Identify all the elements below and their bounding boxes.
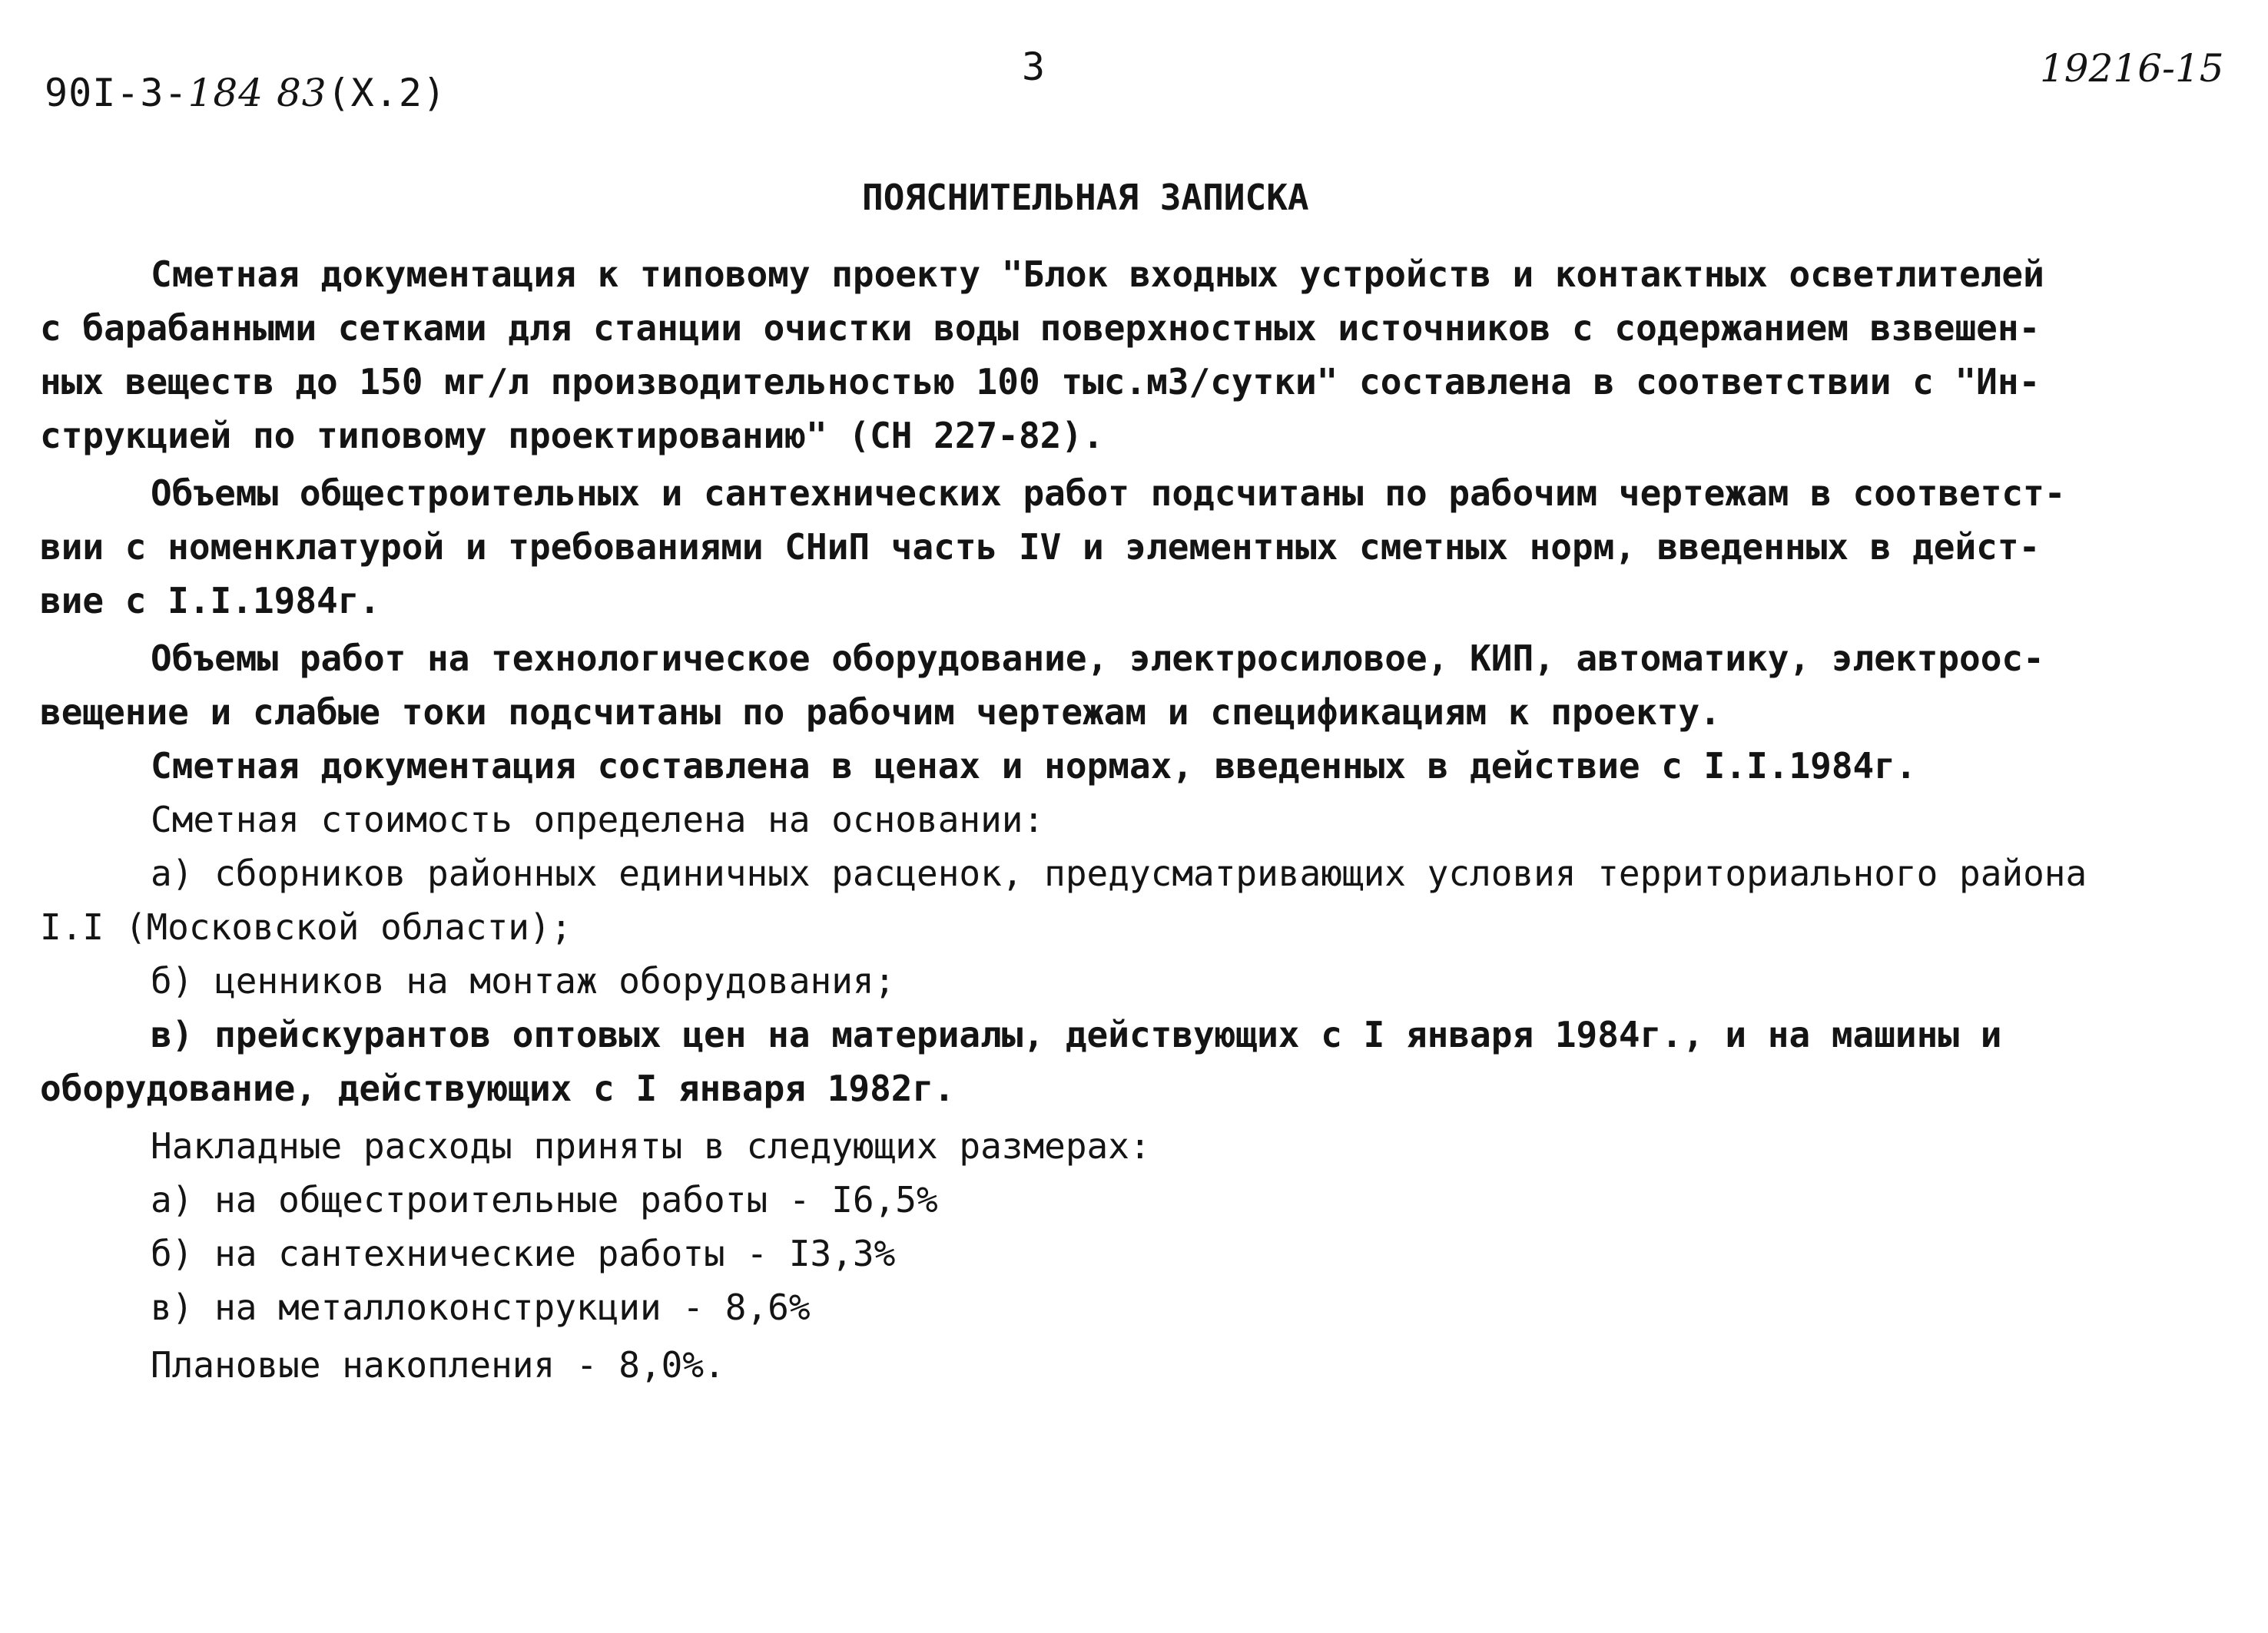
document-code-handwritten: 184 83 [187,71,327,115]
text-line: Сметная документация к типовому проекту "Блок входных устройств и контактных осветлителей [151,253,2044,295]
text-line: с барабанными сетками для станции очистки воды поверхностных источников с содержанием взвешен- [40,307,2041,349]
text-line: вии с номенклатурой и требованиями СНиП часть IV и элементных сметных норм, введенных в дейст- [40,526,2041,568]
text-line: Объемы общестроительных и сантехнических работ подсчитаны по рабочим чертежам в соответст- [151,472,2066,514]
text-line: ных веществ до 150 мг/л производительностью 100 тыс.м3/сутки" составлена в соответствии с "Ин- [40,361,2041,402]
text-line: вие с I.I.1984г. [40,580,381,621]
text-line: Сметная стоимость определена на основании: [151,799,1045,840]
page-title: ПОЯСНИТЕЛЬНАЯ ЗАПИСКА [862,177,1309,218]
text-line: Плановые накопления - 8,0%. [151,1344,725,1386]
text-line: оборудование, действующих с I января 1982г. [40,1068,955,1109]
text-line: а) сборников районных единичных расценок, предусматривающих условия территориального района [151,853,2087,894]
document-code-suffix: (X.2) [327,71,447,115]
text-line: Объемы работ на технологическое оборудование, электросиловое, КИП, автоматику, электроос- [151,638,2044,679]
text-line: струкцией по типовому проектированию" (СН 227-82). [40,415,1104,456]
text-line: Сметная документация составлена в ценах и нормах, введенных в действие с I.I.1984г. [151,745,1917,787]
text-line: б) на сантехнические работы - I3,3% [151,1233,896,1274]
document-code [45,71,446,115]
page-number: 3 [1022,45,1046,89]
text-line: а) на общестроительные работы - I6,5% [151,1179,938,1221]
text-line: вещение и слабые токи подсчитаны по рабочим чертежам и спецификациям к проекту. [40,691,1721,733]
text-line: I.I (Московской области); [40,906,572,948]
text-line: б) ценников на монтаж оборудования; [151,960,896,1002]
inventory-number: 19216-15 [2040,46,2224,91]
text-line: в) прейскурантов оптовых цен на материалы, действующих с I января 1984г., и на машины и [151,1014,2002,1055]
document-code-typed: 90I-3- [45,71,188,115]
text-line: Накладные расходы приняты в следующих размерах: [151,1125,1151,1167]
text-line: в) на металлоконструкции - 8,6% [151,1287,811,1328]
